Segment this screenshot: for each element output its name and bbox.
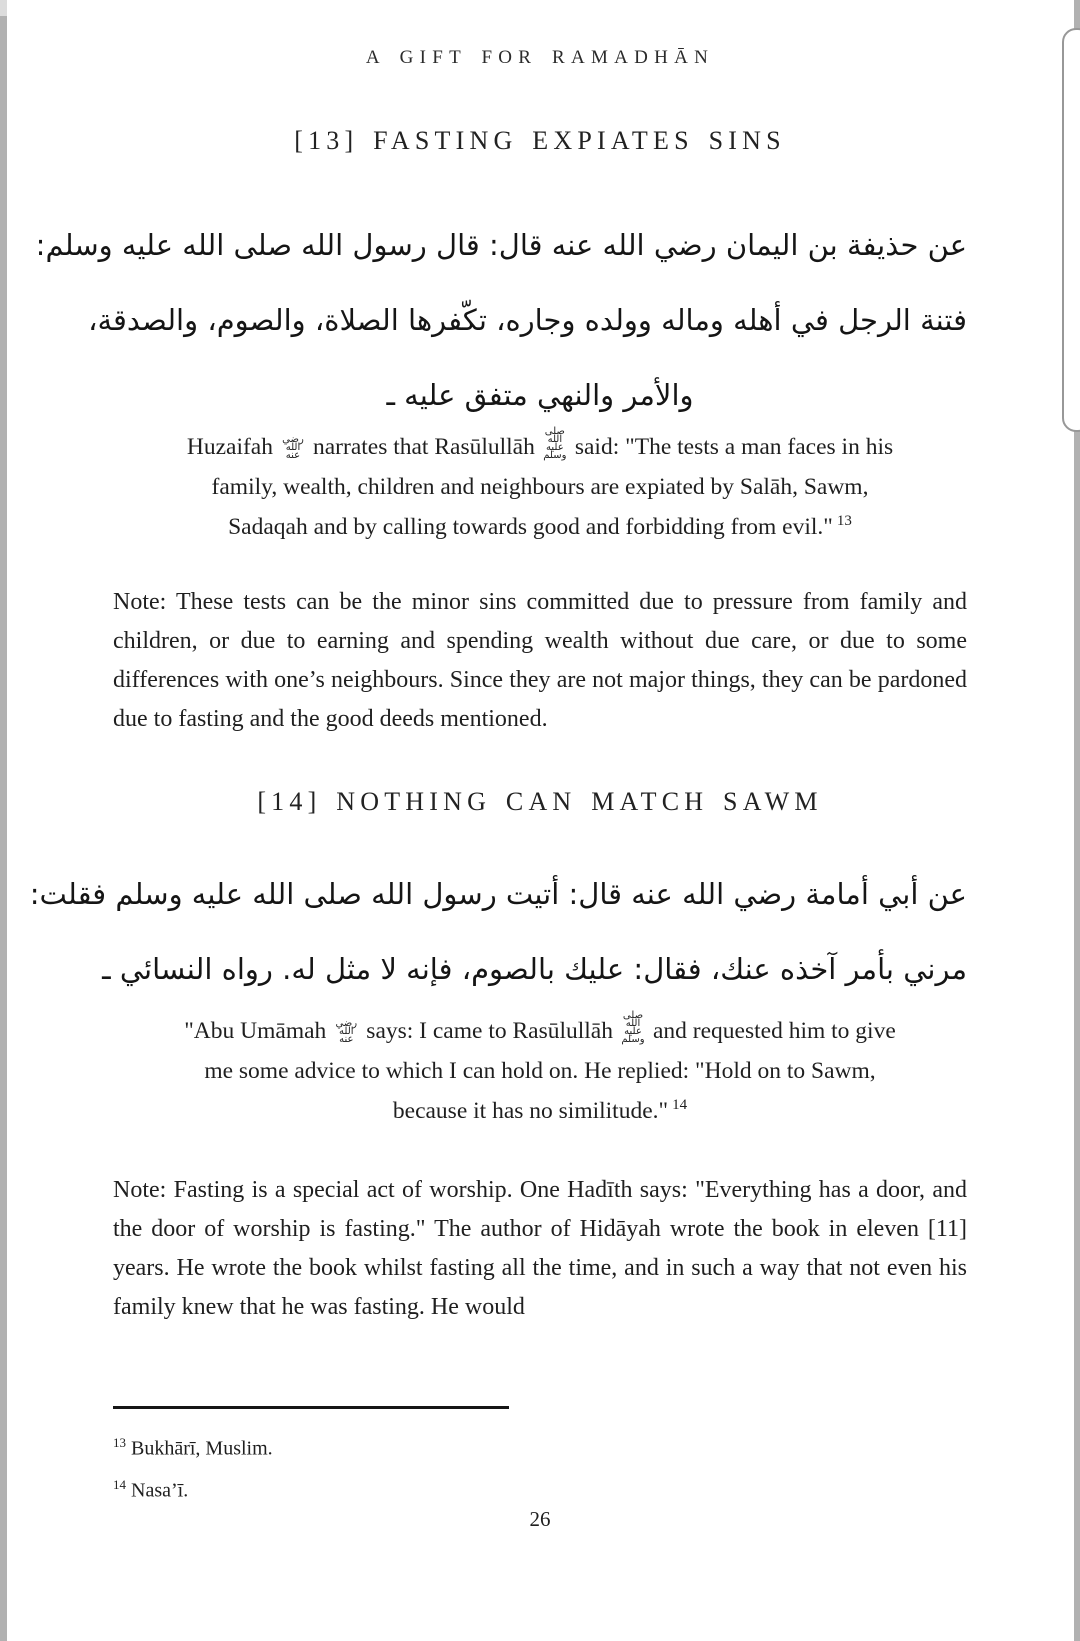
translation-text: says: I came to Rasūlullāh [366,1018,613,1044]
arabic-line: والأمر والنهي متفق عليه ـ [386,378,694,412]
footnote-number: 13 [113,1435,126,1450]
section-heading-13: [13] FASTING EXPIATES SINS [294,126,786,155]
translation-line [113,1011,967,1051]
translation-text: and requested him to give [653,1018,896,1044]
footnote-ref-14: 14 [672,1097,688,1114]
footnote-ref-13: 13 [836,513,852,530]
footnote-separator-rule [113,1406,509,1409]
hadith-translation-13 [113,427,967,547]
sallallahu-alayhi-wasallam-symbol: صلى الله عليه وسلم [543,426,567,461]
footnote-13 [113,1425,967,1467]
footnote-number: 14 [113,1476,126,1492]
arabic-line: عن أبي أمامة رضي الله عنه قال: أتيت رسول الله صلى الله عليه وسلم فقلت: [29,877,967,911]
translation-text: Huzaifah [186,434,273,460]
sallallahu-alayhi-wasallam-symbol: صلى الله عليه وسلم [621,1010,645,1045]
translation-line: family, wealth, children and neighbours are expiated by Salāh, Sawm, [211,474,869,500]
arabic-hadith-13 [35,208,967,433]
arabic-hadith-14 [29,857,967,1007]
arabic-line: عن حذيفة بن اليمان رضي الله عنه قال: قال رسول الله صلى الله عليه وسلم: [35,228,967,262]
translation-line [113,1091,967,1131]
footnotes-area [113,1406,967,1508]
translation-line [113,507,967,547]
translation-line [113,427,967,467]
note-paragraph-13: Note: These tests can be the minor sins committed due to pressure from family and children, or due to earning and spending wealth without due care, or due to some differences with one’s neighbours. Since they are not major things, they can be pardoned due to fasting and the good deeds mentioned. [113,589,967,732]
running-header: A GIFT FOR RAMADHĀN [365,47,715,68]
arabic-line: مرني بأمر آخذه عنك، فقال: عليك بالصوم، فإنه لا مثل له. رواه النسائي ـ [102,952,967,986]
translation-text: "Abu Umāmah [184,1018,327,1044]
section-heading-14: [14] NOTHING CAN MATCH SAWM [257,787,823,816]
translation-text: Sadaqah and by calling towards good and forbidding from evil." [228,514,833,540]
translation-text: said: "The tests a man faces in his [574,434,894,460]
translation-text: because it has no similitude." [392,1098,669,1124]
radiallahu-anhu-symbol: رضي الله عنه [282,434,304,461]
reader-scrollbar-thumb[interactable] [1062,28,1080,432]
note-paragraph-14: Note: Fasting is a special act of worship. One Hadīth says: "Everything has a door, and the door of worship is fasting." The author of Hidāyah wrote the book in eleven [11] years. He wrote the book whilst fasting all the time, and in such a way that not even his family knew that he was fasting. He would [113,1177,967,1320]
radiallahu-anhu-symbol: رضي الله عنه [335,1018,358,1045]
footnote-text: Bukhārī, Muslim. [131,1437,273,1460]
footnote-text: Nasa’ī. [131,1479,189,1502]
footnote-14 [113,1467,967,1509]
translation-text: narrates that Rasūlullāh [312,434,535,460]
hadith-translation-14 [113,1011,967,1131]
arabic-line: فتنة الرجل في أهله وماله وولده وجاره، تكّفرها الصلاة، والصوم، والصدقة، [88,303,967,337]
page-number: 26 [529,1507,551,1531]
translation-line: me some advice to which I can hold on. He replied: "Hold on to Sawm, [204,1058,876,1084]
